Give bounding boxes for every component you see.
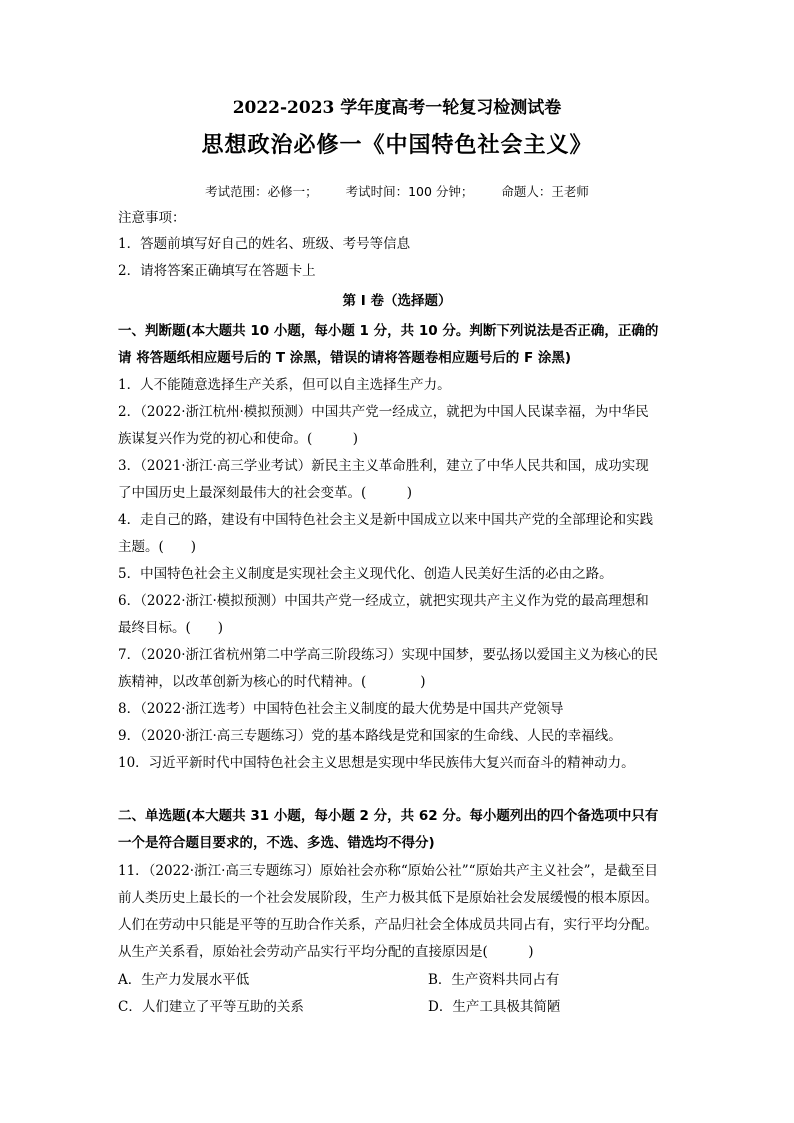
question-3: 3．（2021·浙江·高三学业考试）新民主主义革命胜利，建立了中华人民共和国，成功实现 — [118, 458, 649, 474]
notes-heading: 注意事项： — [118, 210, 186, 226]
question-4: 4．走自己的路，建设有中国特色社会主义是新中国成立以来中国共产党的全部理论和实践 — [118, 512, 654, 528]
question-11-line2: 前人类历史上最长的一个社会发展阶段，生产力极其低下是原始社会发展缓慢的根本原因。 — [118, 890, 658, 906]
option-a: A．生产力发展水平低 — [118, 972, 250, 988]
question-2: 2．（2022·浙江杭州·模拟预测）中国共产党一经成立，就把为中国人民谋幸福，为中华民 — [118, 404, 649, 420]
question-10: 10．习近平新时代中国特色社会主义思想是实现中华民族伟大复兴而奋斗的精神动力。 — [118, 755, 635, 771]
question-7-cont: 族精神，以改革创新为核心的时代精神。( ) — [118, 674, 426, 690]
section2-heading-cont: 一个是符合题目要求的，不选、多选、错选均不得分) — [118, 835, 435, 851]
question-2-cont: 族谋复兴作为党的初心和使命。( ) — [118, 431, 359, 447]
section1-heading: 一、判断题(本大题共 10 小题，每小题 1 分，共 10 分。判断下列说法是否正确，正确的 — [118, 323, 659, 339]
question-11: 11．（2022·浙江·高三专题练习）原始社会亦称“原始公社”“原始共产主义社会”，是截至目 — [118, 863, 658, 879]
section2-heading: 二、单选题(本大题共 31 小题，每小题 2 分，共 62 分。每小题列出的四个备选项中只有 — [118, 808, 659, 824]
exam-subtitle: 思想政治必修一《中国特色社会主义》 — [201, 133, 593, 158]
part1-title: 第 I 卷（选择题） — [342, 293, 452, 309]
option-b: B．生产资料共同占有 — [428, 972, 560, 988]
question-11-line4: 从生产关系看，原始社会劳动产品实行平均分配的直接原因是( ) — [118, 944, 534, 960]
exam-author: 命题人：王老师 — [501, 184, 589, 199]
question-7: 7．（2020·浙江省杭州第二中学高三阶段练习）实现中国梦，要弘扬以爱国主义为核心的民 — [118, 647, 658, 663]
question-5: 5．中国特色社会主义制度是实现社会主义现代化、创造人民美好生活的必由之路。 — [118, 566, 613, 582]
exam-title: 2022-2023 学年度高考一轮复习检测试卷 — [232, 98, 562, 118]
question-6: 6．（2022·浙江·模拟预测）中国共产党一经成立，就把实现共产主义作为党的最高理想和 — [118, 593, 649, 609]
question-4-cont: 主题。( ) — [118, 539, 197, 555]
question-11-line3: 人们在劳动中只能是平等的互助合作关系，产品归社会全体成员共同占有，实行平均分配。 — [118, 917, 658, 933]
question-9: 9．（2020·浙江·高三专题练习）党的基本路线是党和国家的生命线、人民的幸福线。 — [118, 728, 622, 744]
question-3-cont: 了中国历史上最深刻最伟大的社会变革。( ) — [118, 485, 413, 501]
note-item: 1．答题前填写好自己的姓名、班级、考号等信息 — [118, 236, 411, 252]
question-6-cont: 最终目标。( ) — [118, 620, 224, 636]
note-item: 2．请将答案正确填写在答题卡上 — [118, 263, 316, 279]
option-d: D．生产工具极其简陋 — [428, 999, 561, 1015]
question-1: 1．人不能随意选择生产关系，但可以自主选择生产力。 — [118, 377, 451, 393]
section1-heading-cont: 请 将答题纸相应题号后的 T 涂黑，错误的请将答题卷相应题号后的 F 涂黑) — [118, 350, 572, 366]
option-c: C．人们建立了平等互助的关系 — [118, 999, 304, 1015]
exam-time: 考试时间：100 分钟； — [345, 184, 474, 199]
exam-meta — [0, 182, 794, 202]
question-8: 8．（2022·浙江选考）中国特色社会主义制度的最大优势是中国共产党领导 — [118, 701, 564, 717]
exam-scope: 考试范围：必修一； — [205, 184, 318, 199]
